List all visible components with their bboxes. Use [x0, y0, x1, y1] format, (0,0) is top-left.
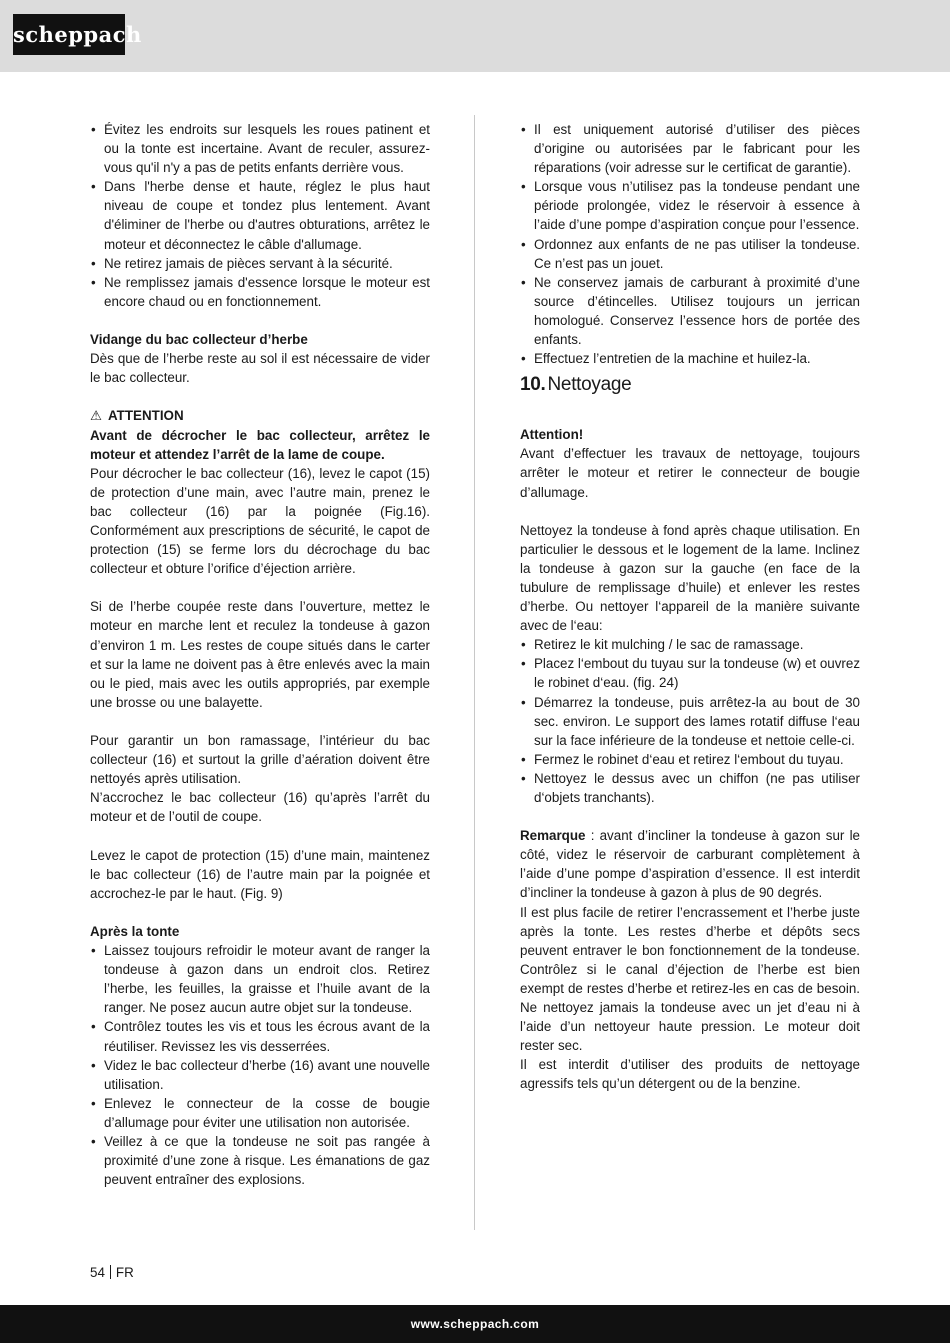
maintenance-list: [520, 120, 860, 368]
vidange-heading: Vidange du bac collecteur d’herbe: [90, 332, 308, 348]
accrochez-paragraph: N’accrochez le bac collecteur (16) qu’après l’arrêt du moteur et de l’outil de coupe.: [90, 790, 430, 825]
list-item: • Videz le bac collecteur d’herbe (16) avant une nouvelle utilisation.: [90, 1056, 430, 1094]
page-number: 54: [90, 1265, 105, 1280]
warning-icon: ⚠: [90, 408, 103, 424]
brand-logo: scheppach: [13, 14, 125, 55]
apres-heading: Après la tonte: [90, 923, 180, 939]
nettoyage-attention-heading: Attention!: [520, 427, 584, 443]
levez-paragraph: Levez le capot de protection (15) d’une main, maintenez le bac collecteur (16) de l’autre main par la poignée et accrochez-le par le haut. (Fig. 9): [90, 847, 430, 901]
remarque-paragraph: [520, 826, 860, 902]
list-item: • Placez l‘embout du tuyau sur la tondeuse (w) et ouvrez le robinet d‘eau. (fig. 24): [520, 654, 860, 692]
website-link[interactable]: www.scheppach.com: [410, 1317, 540, 1331]
apres-list: [90, 941, 430, 1189]
list-item: • Contrôlez toutes les vis et tous les écrous avant de la réutiliser. Revissez les vis desserrées.: [90, 1017, 430, 1055]
list-item: • Fermez le robinet d‘eau et retirez l‘embout du tuyau.: [520, 750, 860, 769]
language-code: FR: [115, 1265, 134, 1280]
left-column: [90, 120, 430, 1189]
list-item: • Ordonnez aux enfants de ne pas utiliser la tondeuse. Ce n’est pas un jouet.: [520, 235, 860, 273]
list-item: • Enlevez le connecteur de la cosse de bougie d’allumage pour éviter une utilisation non autorisée.: [90, 1094, 430, 1132]
herbe-paragraph: Si de l’herbe coupée reste dans l’ouverture, mettez le moteur en marche lent et reculez la tondeuse à gazon d’environ 1 m. Les restes de coupe situés dans le carter et sur la lame ne doivent pas à être enlevés avec la main ou le pied, mais avec les outils appropriés, par exemple une brosse ou une balayette.: [90, 599, 430, 710]
list-item: • Effectuez l’entretien de la machine et huilez-la.: [520, 349, 860, 368]
remarque-text: : avant d’incliner la tondeuse à gazon sur le côté, videz le réservoir de carburant complètement à l’aide d’une pompe d’aspiration d’essence. Il est interdit d’incliner la tondeuse à gazon à plus de 90 degrés.: [520, 828, 860, 901]
column-divider: [474, 115, 475, 1230]
attention-heading: [90, 406, 430, 425]
list-item: • Laissez toujours refroidir le moteur avant de ranger la tondeuse à gazon dans un endroit clos. Retirez l’herbe, les feuilles, la graisse et l’huile avant de la ranger. Ne posez aucun autre objet sur la tondeuse.: [90, 941, 430, 1017]
list-item: • Nettoyez le dessus avec un chiffon (ne pas utiliser d‘objets tranchants).: [520, 769, 860, 807]
header-bar: [0, 0, 950, 72]
facile-paragraph: Il est plus facile de retirer l’encrassement et l’herbe juste après la tonte. Les restes d’herbe et dépôts secs peuvent entraver le bon fonctionnement de la tondeuse. Contrôlez si le canal d’éjection de l’herbe est bien exempt de restes d’herbe et retirez-les en cas de besoin. Ne nettoyez jamais la tondeuse avec un jet d’eau ni à l’aide d’un nettoyeur haute pression. Le moteur doit rester sec.: [520, 904, 860, 1054]
list-item: • Lorsque vous n’utilisez pas la tondeuse pendant une période prolongée, videz le réservoir à essence à l’aide d’une pompe d’aspiration conçue pour l’essence.: [520, 177, 860, 234]
list-item: • Veillez à ce que la tondeuse ne soit pas rangée à proximité d’une zone à risque. Les émanations de gaz peuvent entraîner des explosions.: [90, 1132, 430, 1189]
section-title: [520, 373, 860, 397]
list-item: • Il est uniquement autorisé d’utiliser des pièces d’origine ou autorisées par le fabricant pour les réparations (voir adresse sur le certificat de garantie).: [520, 120, 860, 177]
nettoyez-paragraph: Nettoyez la tondeuse à fond après chaque utilisation. En particulier le dessous et le logement de la lame. Inclinez la tondeuse à gazon sur la gauche (en face de la tubulure de remplissage d’huile) et enlever les restes d’herbe. Ou nettoyer l‘appareil de la manière suivante avec de l‘eau:: [520, 522, 860, 634]
section-title-text: Nettoyage: [547, 374, 632, 396]
attention-label: ATTENTION: [108, 408, 184, 424]
ramassage-paragraph: Pour garantir un bon ramassage, l’intérieur du bac collecteur (16) et surtout la grille d’aération doivent être nettoyés après utilisation.: [90, 733, 430, 787]
nettoyage-attention-paragraph: Avant d’effectuer les travaux de nettoyage, toujours arrêter le moteur et retirer le connecteur de bougie d’allumage.: [520, 446, 860, 500]
interdit-paragraph: Il est interdit d’utiliser des produits de nettoyage agressifs tels qu’un détergent ou de la benzine.: [520, 1057, 860, 1092]
attention-bold-text: Avant de décrocher le bac collecteur, arrêtez le moteur et attendez l’arrêt de la lame de coupe.: [90, 427, 430, 462]
list-item: • Ne retirez jamais de pièces servant à la sécurité.: [90, 254, 430, 273]
section-number: 10.: [520, 374, 546, 396]
cleaning-steps-list: [520, 635, 860, 807]
safety-list: [90, 120, 430, 311]
list-item: • Dans l'herbe dense et haute, réglez le plus haut niveau de coupe et tondez plus lentement. Avant d'éliminer de l'herbe ou d'autres obturations, arrêtez le moteur et déconnectez le câble d'allumage.: [90, 177, 430, 253]
remarque-label: Remarque: [520, 828, 586, 844]
list-item: • Démarrez la tondeuse, puis arrêtez-la au bout de 30 sec. environ. Le support des lames rotatif diffuse l‘eau sur la face inférieure de la tondeuse et nettoie celle-ci.: [520, 693, 860, 750]
vidange-paragraph: Dès que de l’herbe reste au sol il est nécessaire de vider le bac collecteur.: [90, 351, 430, 386]
list-item: • Retirez le kit mulching / le sac de ramassage.: [520, 635, 860, 654]
footer-separator: [110, 1265, 111, 1279]
footer-bar: [0, 1305, 950, 1343]
list-item: • Ne remplissez jamais d'essence lorsque le moteur est encore chaud ou en fonctionnement.: [90, 273, 430, 311]
page-footer: [90, 1265, 134, 1281]
right-column: [520, 120, 860, 1094]
list-item: • Ne conservez jamais de carburant à proximité d’une source d’étincelles. Utilisez toujours un jerrican homologué. Conservez l’essence hors de portée des enfants.: [520, 273, 860, 349]
list-item: • Évitez les endroits sur lesquels les roues patinent et ou la tonte est incertaine. Avant de reculer, assurez-vous qu'il n'y a pas de petits enfants derrière vous.: [90, 120, 430, 177]
attention-paragraph: Pour décrocher le bac collecteur (16), levez le capot (15) de protection d’une main, avec l’autre main, prenez le bac collecteur (16) par la poignée (Fig.16). Conformément aux prescriptions de sécurité, le capot de protection (15) se ferme lors du décrochage du bac collecteur et obture l’orifice d’éjection arrière.: [90, 465, 430, 577]
